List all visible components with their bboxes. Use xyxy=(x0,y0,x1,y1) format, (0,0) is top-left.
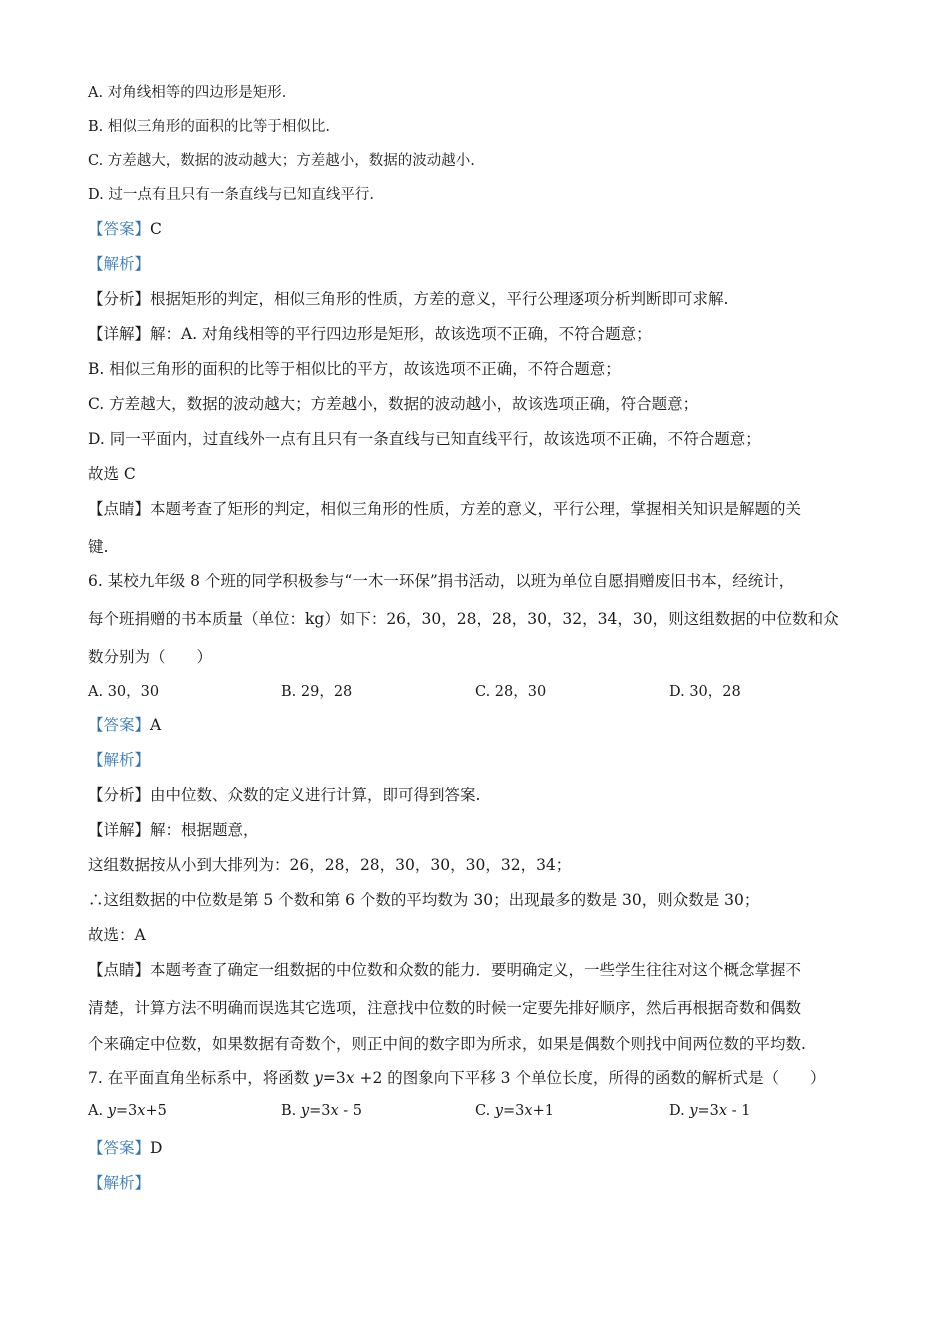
q5-option-d: D. 过一点有且只有一条直线与已知直线平行. xyxy=(88,187,374,203)
option-label: B. xyxy=(281,1103,301,1119)
var-y: y xyxy=(300,1103,310,1119)
q6-xiangjie-1: 这组数据按从小到大排列为：26，28，28，30，30，30，32，34； xyxy=(88,856,572,874)
q5-xiangjie-line xyxy=(88,323,652,345)
q5-answer: C xyxy=(150,220,162,238)
q7-answer: D xyxy=(150,1139,163,1157)
q6-stem-0: 6. 某校九年级 8 个班的同学积极参与“一木一环保”捐书活动，以班为单位自愿捐赠废旧书本，经统计， xyxy=(88,572,795,590)
q6-answer: A xyxy=(150,716,162,734)
var-x: x xyxy=(524,1103,533,1119)
option-tail: - 5 xyxy=(338,1103,362,1119)
var-y: y xyxy=(494,1103,503,1119)
q7-var-y: y xyxy=(314,1069,323,1087)
q5-option-a: A. 对角线相等的四边形是矩形. xyxy=(88,85,287,101)
answer-tag: 【答案】 xyxy=(88,1139,151,1157)
q5-xiangjie-0: 解：A. 对角线相等的平行四边形是矩形，故该选项不正确，不符合题意； xyxy=(150,325,652,343)
q7-option-c xyxy=(475,1103,554,1119)
q7-analysis-heading xyxy=(88,1172,150,1194)
q5-xiangjie-3: D. 同一平面内，过直线外一点有且只有一条直线与已知直线平行，故该选项不正确，不符合题意； xyxy=(88,430,761,448)
xiangjie-tag: 【详解】 xyxy=(88,325,151,343)
q6-fenxi-line xyxy=(88,784,480,806)
q5-analysis-heading xyxy=(88,253,150,275)
option-label: A. xyxy=(88,1103,108,1119)
q6-xiangjie-0: 解：根据题意， xyxy=(150,821,259,839)
q7-option-d xyxy=(669,1103,750,1119)
var-x: x xyxy=(718,1103,728,1119)
dianjing-tag: 【点睛】 xyxy=(88,500,151,518)
var-x: x xyxy=(137,1103,146,1119)
dianjing-tag: 【点睛】 xyxy=(88,961,151,979)
option-mid: =3 xyxy=(115,1103,138,1119)
q7-option-a xyxy=(88,1103,167,1119)
option-tail: +5 xyxy=(145,1103,167,1119)
analysis-tag: 【解析】 xyxy=(88,1174,151,1192)
analysis-tag: 【解析】 xyxy=(88,751,151,769)
q7-answer-line xyxy=(88,1137,162,1159)
option-label: C. xyxy=(475,1103,495,1119)
q5-option-b: B. 相似三角形的面积的比等于相似比. xyxy=(88,119,330,135)
q6-option-b: B. 29，28 xyxy=(281,684,353,700)
answer-tag: 【答案】 xyxy=(88,716,151,734)
q6-xiangjie-line xyxy=(88,819,259,841)
q6-stem-1: 每个班捐赠的书本质量（单位：kg）如下：26，30，28，28，30，32，34，30，则这组数据的中位数和众 xyxy=(88,610,839,628)
q5-xiangjie-1: B. 相似三角形的面积的比等于相似比的平方，故该选项不正确，不符合题意； xyxy=(88,360,621,378)
option-tail: +1 xyxy=(532,1103,554,1119)
q7-var-x: x xyxy=(345,1069,355,1087)
q6-xiangjie-2: ∴这组数据的中位数是第 5 个数和第 6 个数的平均数为 30；出现最多的数是 30，则众数是 30； xyxy=(88,891,760,909)
answer-tag: 【答案】 xyxy=(88,220,151,238)
var-x: x xyxy=(330,1103,339,1119)
q6-dianjing-2: 个来确定中位数，如果数据有奇数个，则正中间的数字即为所求，如果是偶数个则找中间两位数的平均数. xyxy=(88,1035,806,1053)
q5-xiangjie-4: 故选 C xyxy=(88,465,136,483)
q7-stem-eq: =3 xyxy=(322,1069,346,1087)
q6-analysis-heading xyxy=(88,749,150,771)
q5-xiangjie-2: C. 方差越大，数据的波动越大；方差越小，数据的波动越小，故该选项正确，符合题意； xyxy=(88,395,699,413)
q7-stem-pre: 7. 在平面直角坐标系中，将函数 xyxy=(88,1069,315,1087)
q5-answer-line xyxy=(88,218,162,240)
option-label: D. xyxy=(669,1103,690,1119)
q6-option-d: D. 30，28 xyxy=(669,684,741,700)
q6-stem-2: 数分别为（ ） xyxy=(88,648,213,666)
q5-option-c: C. 方差越大，数据的波动越大；方差越小，数据的波动越小. xyxy=(88,153,475,169)
q6-option-c: C. 28，30 xyxy=(475,684,547,700)
var-y: y xyxy=(689,1103,698,1119)
q6-fenxi-text: 由中位数、众数的定义进行计算，即可得到答案. xyxy=(150,786,481,804)
q5-dianjing-0: 本题考查了矩形的判定，相似三角形的性质，方差的意义，平行公理，掌握相关知识是解题的关 xyxy=(150,500,802,518)
option-mid: =3 xyxy=(503,1103,525,1119)
option-mid: =3 xyxy=(309,1103,331,1119)
xiangjie-tag: 【详解】 xyxy=(88,821,151,839)
fenxi-tag: 【分析】 xyxy=(88,290,151,308)
q7-stem-post: +2 的图象向下平移 3 个单位长度，所得的函数的解析式是（ ） xyxy=(354,1069,826,1087)
fenxi-tag: 【分析】 xyxy=(88,786,151,804)
q6-dianjing-0: 本题考查了确定一组数据的中位数和众数的能力．要明确定义，一些学生往往对这个概念掌握不 xyxy=(150,961,802,979)
q6-option-a: A. 30，30 xyxy=(88,684,160,700)
option-tail: - 1 xyxy=(727,1103,751,1119)
q6-dianjing-1: 清楚，计算方法不明确而误选其它选项，注意找中位数的时候一定要先排好顺序，然后再根据奇数和偶数 xyxy=(88,999,802,1017)
q6-dianjing-line xyxy=(88,959,801,981)
q7-option-b xyxy=(281,1103,362,1119)
q5-dianjing-1: 键. xyxy=(88,538,109,556)
q6-xiangjie-3: 故选：A xyxy=(88,926,146,944)
q5-fenxi-line xyxy=(88,288,728,310)
q6-answer-line xyxy=(88,714,161,736)
option-mid: =3 xyxy=(697,1103,719,1119)
q5-dianjing-line xyxy=(88,498,801,520)
var-y: y xyxy=(107,1103,116,1119)
analysis-tag: 【解析】 xyxy=(88,255,151,273)
q5-fenxi-text: 根据矩形的判定，相似三角形的性质，方差的意义，平行公理逐项分析判断即可求解. xyxy=(150,290,729,308)
q7-stem xyxy=(88,1067,825,1089)
